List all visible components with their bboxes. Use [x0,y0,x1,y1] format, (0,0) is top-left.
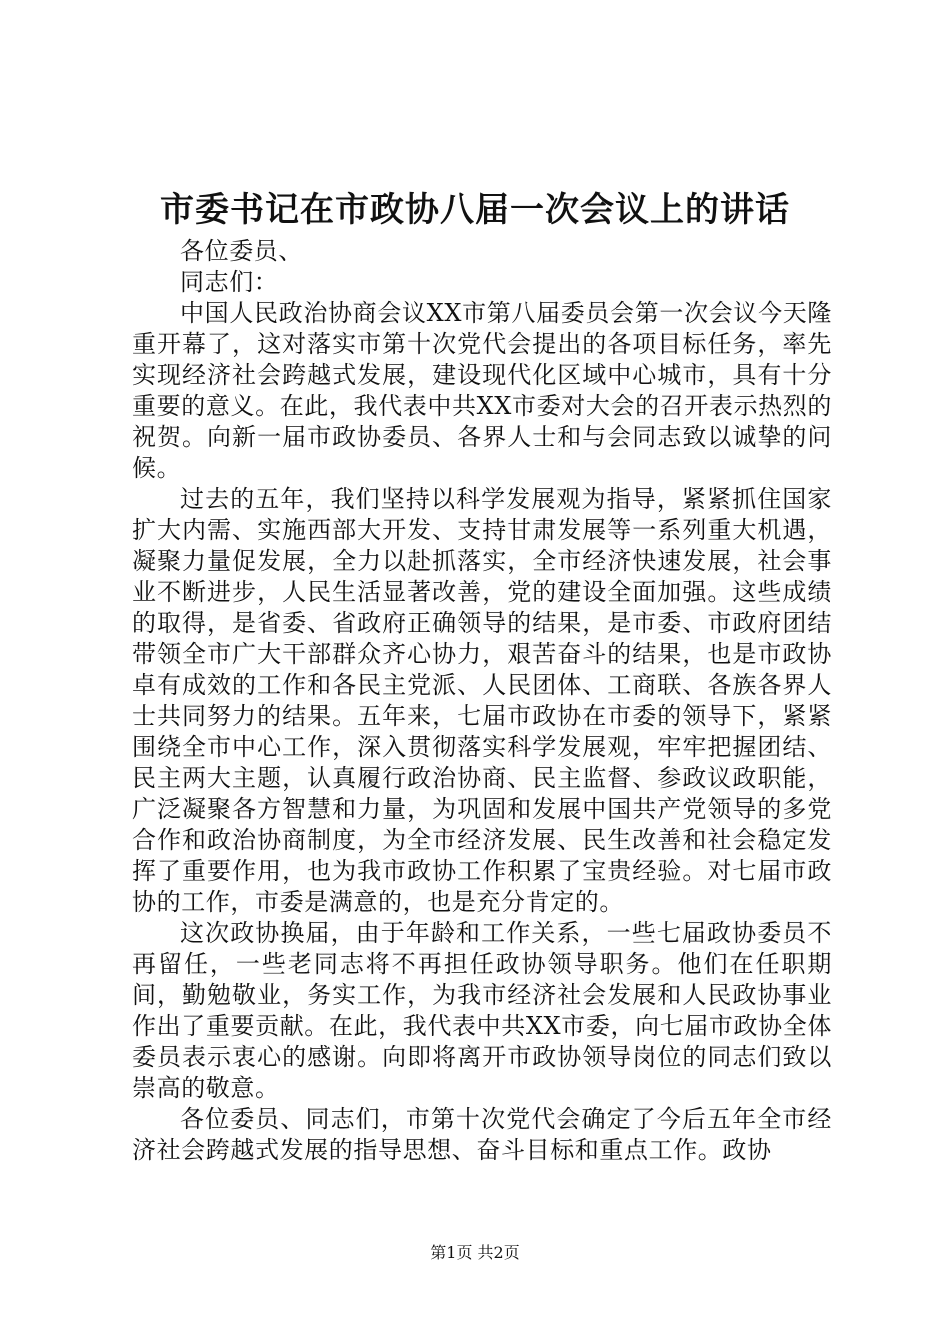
document-title: 市委书记在市政协八届一次会议上的讲话 [160,190,790,230]
body-paragraph: 各位委员、同志们，市第十次党代会确定了今后五年全市经济社会跨越式发展的指导思想、奋斗目标和重点工作。政协 [132,1105,832,1164]
page-number-footer: 第1页 共2页 [430,1243,520,1262]
salutation-line: 各位委员、 [180,237,303,265]
body-paragraph: 这次政协换届，由于年龄和工作关系，一些七届政协委员不再留任，一些老同志将不再担任政协领导职务。他们在任职期间，勤勉敬业，务实工作，为我市经济社会发展和人民政协事业作出了重要贡献。在此，我代表中共XX市委，向七届市政协全体委员表示衷心的感谢。向即将离开市政协领导岗位的同志们致以崇高的敬意。 [132,919,832,1102]
body-paragraph: 过去的五年，我们坚持以科学发展观为指导，紧紧抓住国家扩大内需、实施西部大开发、支持甘肃发展等一系列重大机遇，凝聚力量促发展，全力以赴抓落实，全市经济快速发展，社会事业不断进步，人民生活显著改善，党的建设全面加强。这些成绩的取得，是省委、省政府正确领导的结果，是市委、市政府团结带领全市广大干部群众齐心协力，艰苦奋斗的结果，也是市政协卓有成效的工作和各民主党派、人民团体、工商联、各族各界人士共同努力的结果。五年来，七届市政协在市委的领导下，紧紧围绕全市中心工作，深入贯彻落实科学发展观，牢牢把握团结、民主两大主题，认真履行政治协商、民主监督、参政议政职能，广泛凝聚各方智慧和力量，为巩固和发展中国共产党领导的多党合作和政治协商制度，为全市经济发展、民生改善和社会稳定发挥了重要作用，也为我市政协工作积累了宝贵经验。对七届市政协的工作，市委是满意的，也是充分肯定的。 [132,485,832,916]
document-body [132,236,832,1166]
body-paragraph: 中国人民政治协商会议XX市第八届委员会第一次会议今天隆重开幕了，这对落实市第十次党代会提出的各项目标任务，率先实现经济社会跨越式发展，建设现代化区域中心城市，具有十分重要的意义。在此，我代表中共XX市委对大会的召开表示热烈的祝贺。向新一届市政协委员、各界人士和与会同志致以诚挚的问候。 [132,299,832,482]
salutation-line: 同志们： [180,268,279,296]
